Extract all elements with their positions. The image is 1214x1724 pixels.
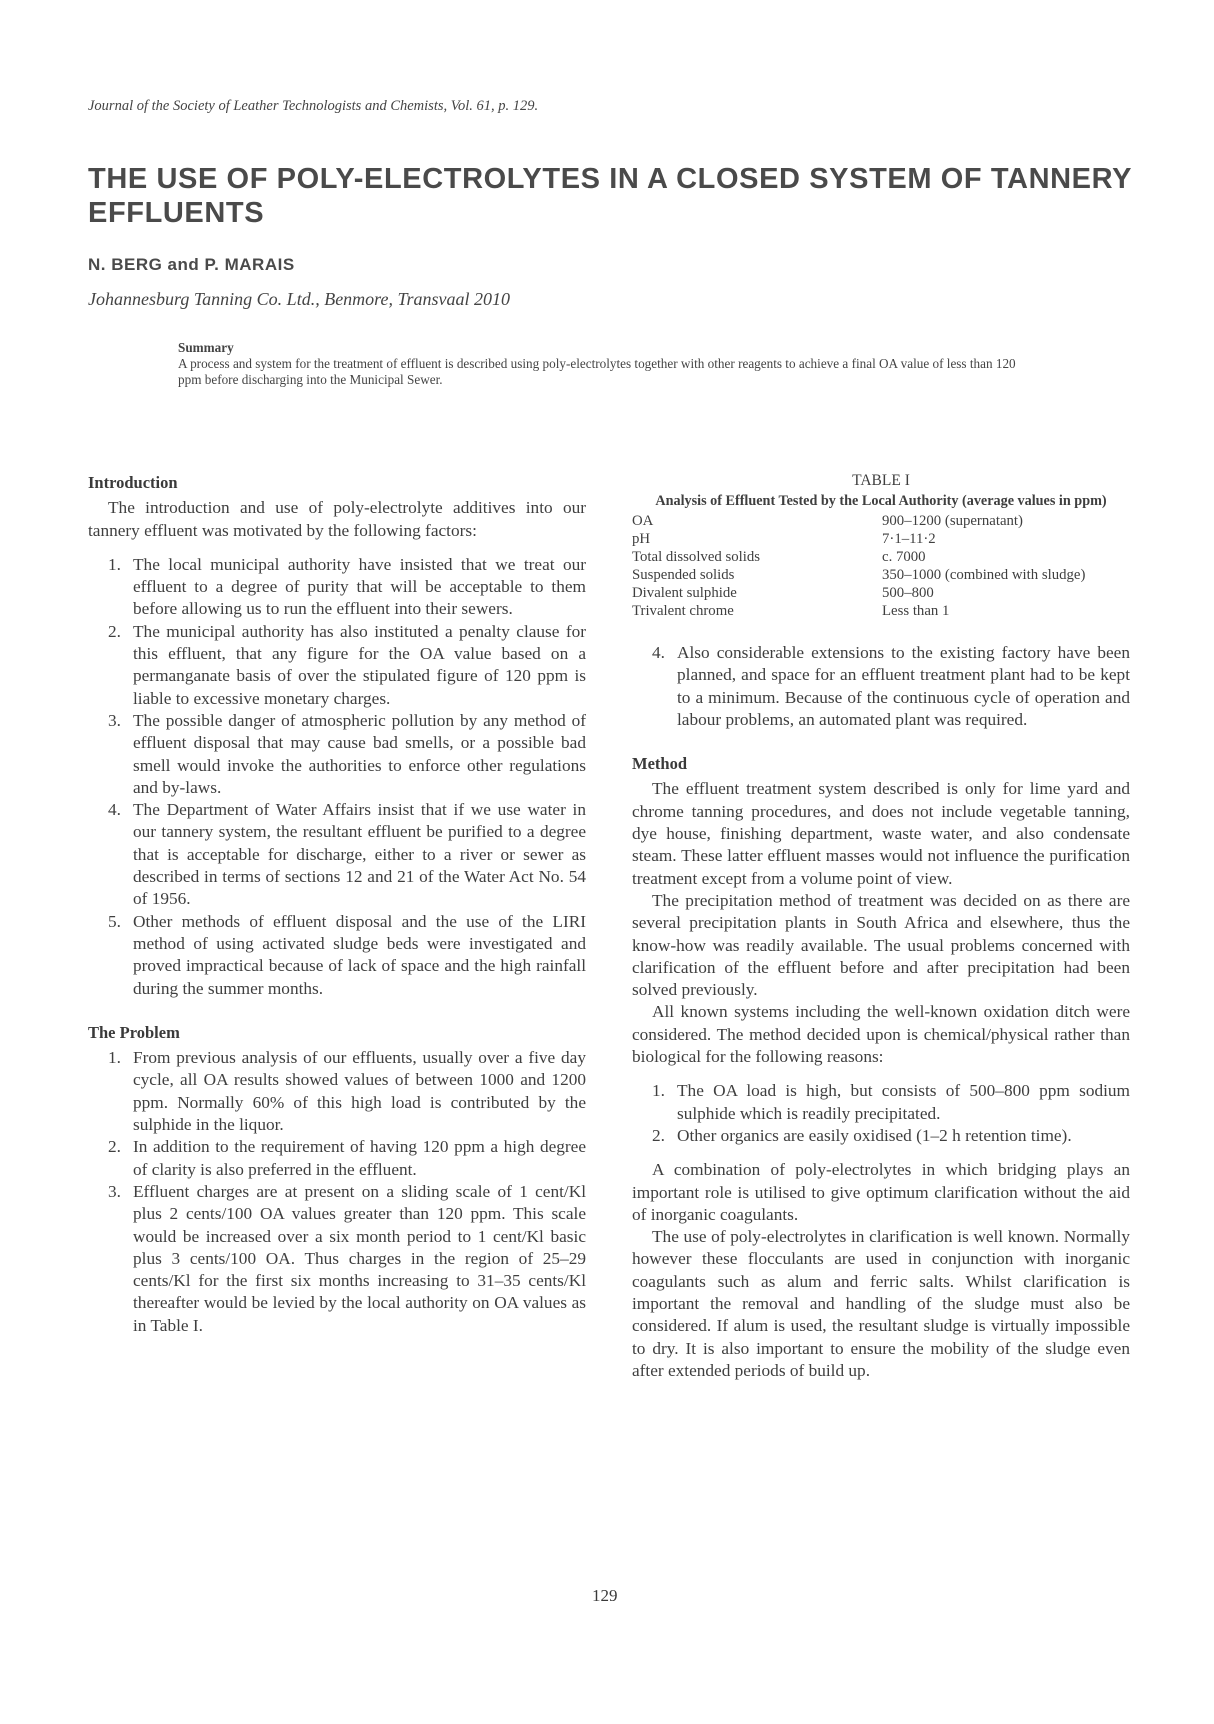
list-number: 1. — [108, 1048, 121, 1068]
method-paragraph: All known systems including the well-known oxidation ditch were considered. The method decided upon is chemical/physical rather than biological for the following reasons: — [632, 1002, 1130, 1067]
method-paragraph: The precipitation method of treatment was decided on as there are several precipitation plants in South Africa and elsewhere, thus the know-how was readily available. The usual problems concerned with clarification of the effluent before and after precipitation had been solved previously. — [632, 890, 1130, 1000]
list-text: Other organics are easily oxidised (1–2 h retention time). — [677, 1125, 1072, 1145]
table-row — [632, 512, 1130, 530]
table-param: Divalent sulphide — [632, 585, 737, 601]
list-item — [88, 799, 586, 910]
table-1 — [632, 472, 1130, 620]
table-value: c. 7000 — [882, 549, 926, 565]
table-param: Suspended solids — [632, 567, 735, 583]
table-row — [632, 548, 1130, 566]
table-row — [632, 584, 1130, 602]
table-value: 500–800 — [882, 585, 934, 601]
list-number: 2. — [108, 621, 121, 641]
list-item — [632, 1125, 1130, 1147]
left-column — [88, 472, 586, 1337]
method-paragraph: The use of poly-electrolytes in clarification is well known. Normally however these flocculants are used in conjunction with inorganic coagulants such as alum and ferric salts. Whilst clarification is important the removal and handling of the sludge must also be considered. If alum is used, the resultant sludge is virtually impossible to dry. It is also important to ensure the mobility of the sludge even after extended periods of build up. — [632, 1227, 1130, 1380]
table-row — [632, 530, 1130, 548]
table-param: Trivalent chrome — [632, 603, 734, 619]
table-value: 350–1000 (combined with sludge) — [882, 567, 1086, 583]
table-param: OA — [632, 513, 654, 529]
introduction-heading: Introduction — [88, 473, 178, 492]
list-number: 3. — [108, 710, 121, 730]
list-number: 1. — [108, 554, 121, 574]
summary-block — [178, 340, 1038, 388]
summary-text: A process and system for the treatment of effluent is described using poly-electrolytes together with other reagents to achieve a final OA value of less than 120 ppm before discharging into the Municipal Sewer. — [178, 356, 1016, 387]
method-paragraph: The effluent treatment system described is only for lime yard and chrome tanning procedures, and does not include vegetable tanning, dye house, finishing department, waste water, and also condensate steam. These latter effluent masses would not influence the purification treatment except from a volume point of view. — [632, 779, 1130, 888]
problem-list — [88, 1047, 586, 1337]
list-text: The Department of Water Affairs insist that if we use water in our tannery system, the resultant effluent be purified to a degree that is acceptable for discharge, either to a river or sewer as described in terms of sections 12 and 21 of the Water Act No. 54 of 1956. — [133, 800, 586, 909]
list-item — [88, 1136, 586, 1181]
page-number: 129 — [592, 1586, 618, 1605]
list-text: Other methods of effluent disposal and the use of the LIRI method of using activated sludge beds were investigated and proved impractical because of lack of space and the high rainfall during the summer months. — [133, 911, 586, 998]
table-param: pH — [632, 531, 651, 547]
list-text: From previous analysis of our effluents, usually over a five day cycle, all OA results showed values of between 1000 and 1200 ppm. Normally 60% of this high load is contributed by the sulphide in the liquor. — [133, 1048, 586, 1135]
table-title: TABLE I — [852, 472, 910, 489]
introduction-lead: The introduction and use of poly-electrolyte additives into our tannery effluent was motivated by the following factors: — [88, 498, 586, 540]
list-number: 2. — [108, 1137, 121, 1157]
list-item — [88, 554, 586, 621]
list-item — [632, 1080, 1130, 1125]
list-text: The local municipal authority have insisted that we treat our effluent to a degree of purity that will be acceptable to them before allowing us to run the effluent into their sewers. — [133, 554, 586, 619]
list-number: 5. — [108, 911, 121, 931]
method-reasons-list — [632, 1080, 1130, 1147]
table-row — [632, 602, 1130, 620]
list-text: Effluent charges are at present on a sliding scale of 1 cent/Kl plus 2 cents/100 OA values greater than 120 ppm. This scale would be increased over a six month period to 1 cent/Kl basic plus 3 cents/100 OA. Thus charges in the region of 25–29 cents/Kl for the first six months increasing to 31–35 cents/Kl thereafter would be levied by the local authority on OA values as in Table I. — [133, 1181, 586, 1335]
list-number: 4. — [108, 800, 121, 820]
table-value: Less than 1 — [882, 603, 950, 619]
list-item — [632, 642, 1130, 731]
list-text: Also considerable extensions to the existing factory have been planned, and space for an effluent treatment plant had to be kept to a minimum. Because of the continuous cycle of operation and labour problems, an automated plant was required. — [677, 643, 1130, 729]
list-text: In addition to the requirement of having 120 ppm a high degree of clarity is also preferred in the effluent. — [133, 1137, 586, 1179]
list-item — [88, 621, 586, 710]
list-item — [88, 911, 586, 1000]
author-affiliation: Johannesburg Tanning Co. Ltd., Benmore, Transvaal 2010 — [88, 289, 511, 309]
list-item — [88, 1047, 586, 1136]
list-number: 1. — [652, 1081, 665, 1101]
article-authors: N. BERG and P. MARAIS — [88, 255, 295, 274]
article-title: THE USE OF POLY-ELECTROLYTES IN A CLOSED SYSTEM OF TANNERY EFFLUENTS — [88, 163, 1132, 229]
list-item — [88, 710, 586, 799]
list-text: The OA load is high, but consists of 500–800 ppm sodium sulphide which is readily precipitated. — [677, 1081, 1130, 1123]
table-value: 7·1–11·2 — [882, 531, 936, 547]
table-row — [632, 566, 1130, 584]
journal-citation: Journal of the Society of Leather Technologists and Chemists, Vol. 61, p. 129. — [88, 98, 539, 114]
summary-heading: Summary — [178, 340, 234, 355]
method-heading: Method — [632, 754, 687, 774]
right-column — [632, 472, 1130, 1382]
list-item — [88, 1181, 586, 1337]
table-param: Total dissolved solids — [632, 549, 761, 565]
introduction-list — [88, 554, 586, 1000]
method-paragraph: A combination of poly-electrolytes in which bridging plays an important role is utilised to give optimum clarification without the aid of inorganic coagulants. — [632, 1160, 1130, 1224]
list-text: The municipal authority has also instituted a penalty clause for this effluent, that any figure for the OA value based on a permanganate basis of over the stipulated figure of 120 ppm is liable to excessive monetary charges. — [133, 621, 586, 708]
introduction-list-continued — [632, 642, 1130, 731]
list-text: The possible danger of atmospheric pollution by any method of effluent disposal that may cause bad smells, or a possible bad smell would invoke the authorities to enforce other regulations and by-laws. — [133, 710, 586, 797]
list-number: 3. — [108, 1181, 121, 1201]
table-caption: Analysis of Effluent Tested by the Local Authority (average values in ppm) — [655, 493, 1107, 509]
list-number: 2. — [652, 1125, 665, 1145]
table-value: 900–1200 (supernatant) — [882, 513, 1023, 529]
analysis-table — [632, 512, 1130, 620]
problem-heading: The Problem — [88, 1022, 180, 1042]
list-number: 4. — [652, 643, 665, 662]
